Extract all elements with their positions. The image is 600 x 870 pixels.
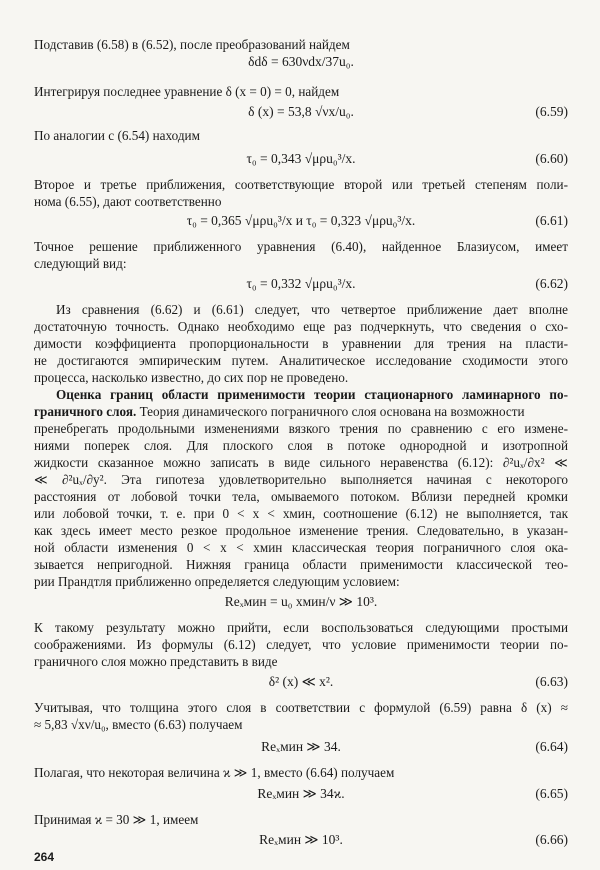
equation: Reₓмин ≫ 10³. bbox=[259, 832, 343, 847]
page-number: 264 bbox=[34, 850, 55, 864]
text-line bbox=[34, 403, 568, 420]
equation-number: (6.59) bbox=[535, 104, 568, 119]
equation-number: (6.61) bbox=[535, 213, 568, 228]
heading-text: граничного слоя. bbox=[34, 404, 137, 419]
text-line: пренебрегать продольными изменениями вязкого трения по сравнению с его измене- bbox=[34, 421, 568, 436]
equation: Reₓмин ≫ 34ϰ. bbox=[257, 786, 345, 801]
text-line: К такому результату можно прийти, если воспользоваться следующими простыми bbox=[34, 620, 568, 635]
equation-number: (6.66) bbox=[535, 832, 568, 847]
text-line: соображениями. Из формулы (6.12) следует, что условие применимости теории по- bbox=[34, 637, 568, 652]
equation-number: (6.60) bbox=[535, 151, 568, 166]
equation: τ₀ = 0,332 √μρu₀³/x. bbox=[246, 276, 356, 291]
text-line: процесса, насколько известно, до сих пор не проведено. bbox=[34, 370, 349, 385]
equation: Reₓмин = u₀ xмин/ν ≫ 10³. bbox=[224, 594, 378, 609]
text-line: Из сравнения (6.62) и (6.61) следует, что четвертое приближение дает вполне bbox=[56, 302, 568, 317]
text-line: Подставив (6.58) в (6.52), после преобразований найдем bbox=[34, 37, 350, 52]
text-line: рии Прандтля приближенно определяется следующим условием: bbox=[34, 574, 400, 589]
text-line: зывается непригодной. Нижняя граница области применимости классической тео- bbox=[34, 557, 568, 572]
equation-number: (6.62) bbox=[535, 276, 568, 291]
section-heading bbox=[56, 386, 568, 403]
text-line: Учитывая, что толщина этого слоя в соответствии с формулой (6.59) равна δ (x) ≈ bbox=[34, 700, 568, 715]
text-line: или лобовой точки, т. е. при 0 < x < xмин, соотношение (6.12) не выполняется, так bbox=[34, 506, 568, 521]
equation: δ (x) = 53,8 √νx/u₀. bbox=[248, 104, 354, 119]
equation: Reₓмин ≫ 34. bbox=[261, 739, 341, 754]
text-line: жидкости сказанное можно записать в виде сильного неравенства (6.12): ∂²uₓ/∂x² ≪ bbox=[34, 455, 568, 470]
text-line: граничного слоя можно представить в виде bbox=[34, 654, 278, 669]
text-line: ной области изменения 0 < x < xмин классическая теория пограничного слоя ока- bbox=[34, 540, 568, 555]
text-line: Интегрируя последнее уравнение δ (x = 0) = 0, найдем bbox=[34, 84, 340, 99]
text-line: димости коэффициента пропорциональности в уравнении для трения на пласти- bbox=[34, 336, 568, 351]
text-line: Принимая ϰ = 30 ≫ 1, имеем bbox=[34, 812, 199, 827]
heading-text: Оценка границ области применимости теории стационарного ламинарного по- bbox=[56, 387, 568, 402]
equation-number: (6.65) bbox=[535, 786, 568, 801]
text-line: не достигаются эмпирическим путем. Аналитическое исследование сходимости этого bbox=[34, 353, 568, 368]
text-line: ниями поперек слоя. Для плоского слоя в потоке однородной и изотропной bbox=[34, 438, 568, 453]
text-line: достаточную точность. Однако необходимо еще раз подчеркнуть, что сведения о схо- bbox=[34, 319, 568, 334]
text-line: ≈ 5,83 √xν/u₀, вместо (6.63) получаем bbox=[34, 717, 243, 732]
equation-number: (6.63) bbox=[535, 674, 568, 689]
equation: τ₀ = 0,365 √μρu₀³/x и τ₀ = 0,323 √μρu₀³/x. bbox=[186, 213, 416, 228]
text-line: нома (6.55), дают соответственно bbox=[34, 194, 222, 209]
text-line: ≪ ∂²uₓ/∂y². Эта гипотеза удовлетворительно выполняется начиная с некоторого bbox=[34, 472, 568, 487]
equation: δdδ = 630νdx/37u₀. bbox=[248, 54, 354, 69]
text-line: Точное решение приближенного уравнения (6.40), найденное Блазиусом, имеет bbox=[34, 239, 568, 254]
text-line: расстояния от лобовой точки тела, омываемого потоком. Вблизи передней кромки bbox=[34, 489, 568, 504]
text-line: Второе и третье приближения, соответствующие второй или третьей степеням поли- bbox=[34, 177, 568, 192]
text-span: Теория динамического пограничного слоя основана на возможности bbox=[136, 404, 525, 419]
text-line: Полагая, что некоторая величина ϰ ≫ 1, вместо (6.64) получаем bbox=[34, 765, 395, 780]
text-line: следующий вид: bbox=[34, 256, 127, 271]
text-line: По аналогии с (6.54) находим bbox=[34, 128, 200, 143]
equation-number: (6.64) bbox=[535, 739, 568, 754]
equation: τ₀ = 0,343 √μρu₀³/x. bbox=[246, 151, 356, 166]
equation: δ² (x) ≪ x². bbox=[268, 674, 334, 689]
text-line: как здесь имеет место резкое продольное изменение трения. Следовательно, в указан- bbox=[34, 523, 568, 538]
